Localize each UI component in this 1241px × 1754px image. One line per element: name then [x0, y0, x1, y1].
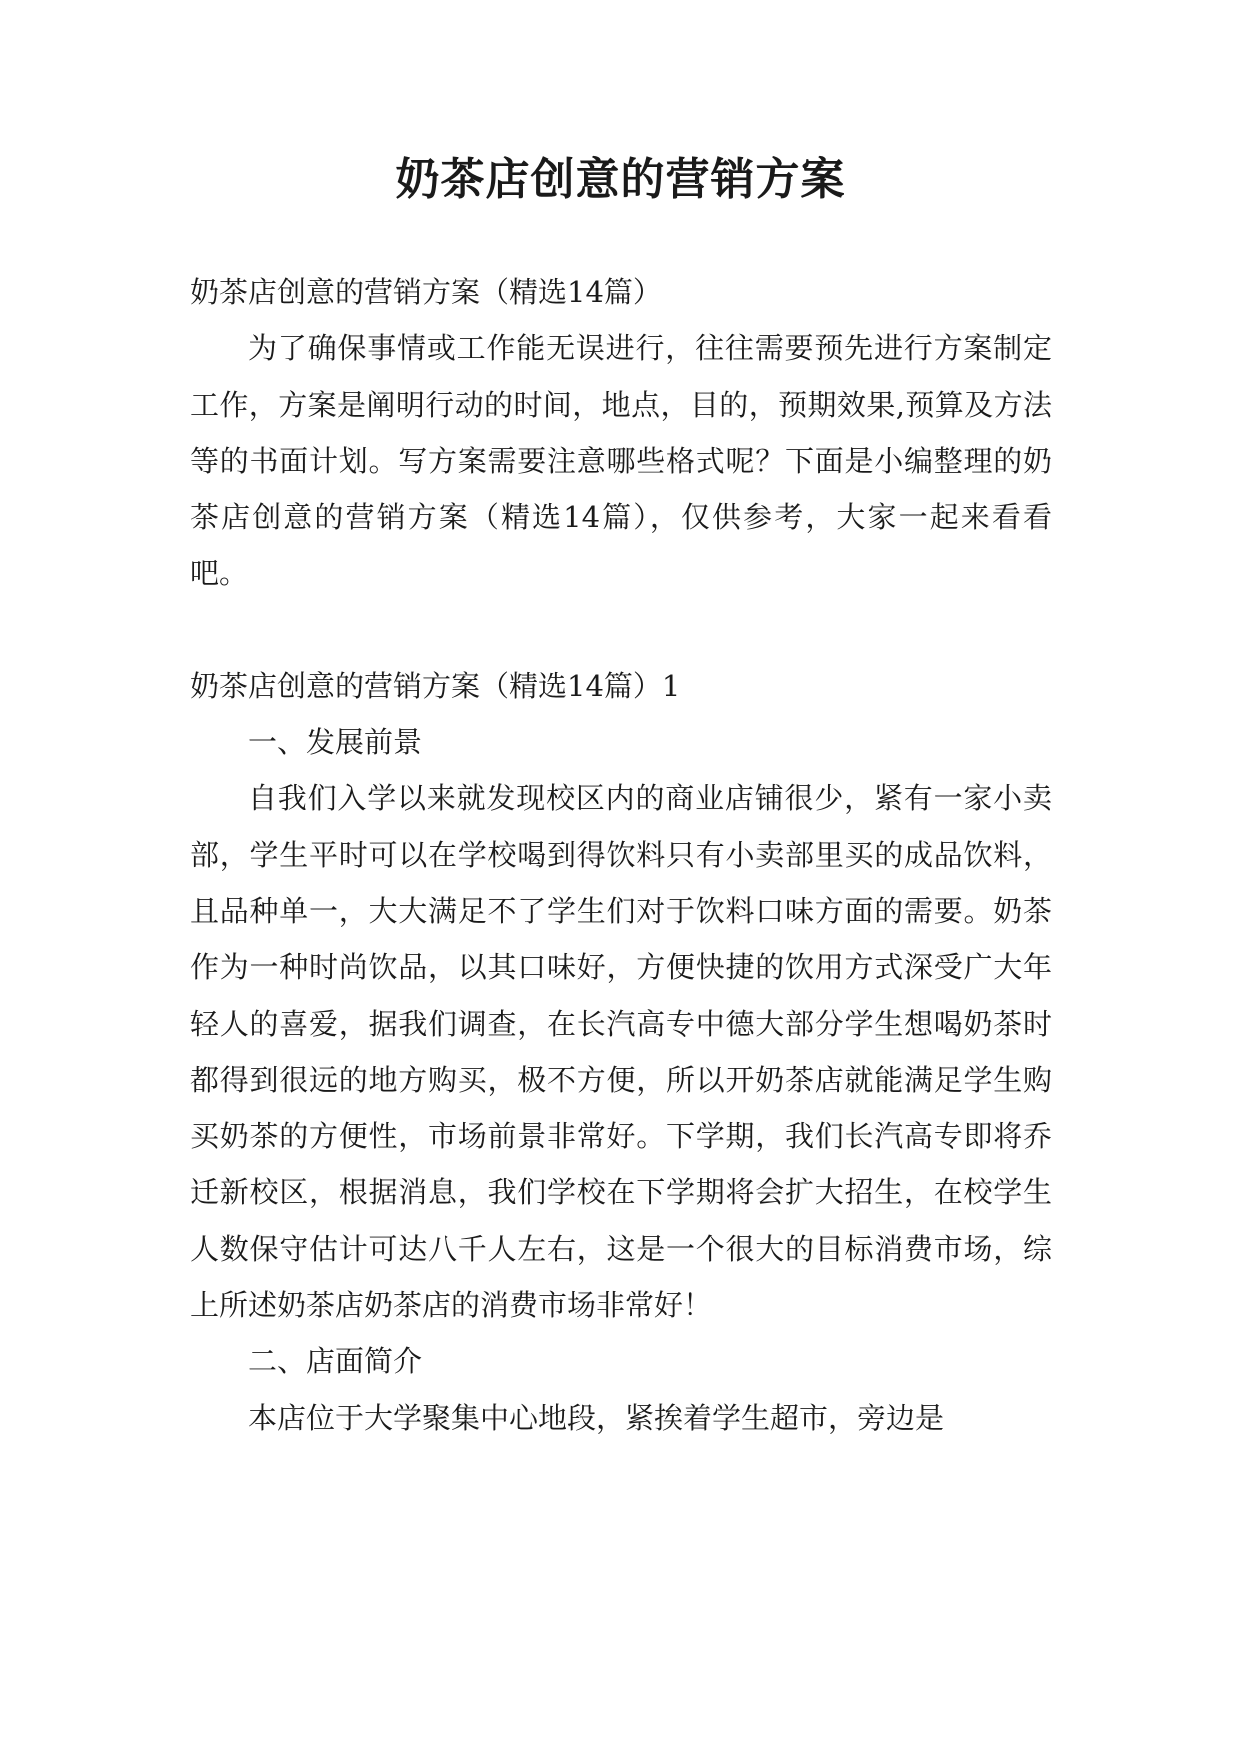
section-heading-2: 二、店面简介 — [248, 1344, 423, 1379]
section-1-paragraph: 自我们入学以来就发现校区内的商业店铺很少，紧有一家小卖部，学生平时可以在学校喝到得饮料只有小卖部里买的成品饮料，且品种单一，大大满足不了学生们对于饮料口味方面的需要。奶茶作为一种时尚饮品，以其口味好，方便快捷的饮用方式深受广大年轻人的喜爱，据我们调查，在长汽高专中德大部分学生想喝奶茶时都得到很远的地方购买，极不方便，所以开奶茶店就能满足学生购买奶茶的方便性，市场前景非常好。下学期，我们长汽高专即将乔迁新校区，根据消息，我们学校在下学期将会扩大招生，在校学生人数保守估计可达八千人左右，这是一个很大的目标消费市场，综上所述奶茶店奶茶店的消费市场非常好！ — [190, 781, 1052, 1323]
section-2-paragraph: 本店位于大学聚集中心地段，紧挨着学生超市，旁边是 — [248, 1400, 945, 1435]
intro-paragraph: 为了确保事情或工作能无误进行，往往需要预先进行方案制定工作，方案是阐明行动的时间，地点，目的，预期效果,预算及方法等的书面计划。写方案需要注意哪些格式呢？下面是小编整理的奶茶店创意的营销方案（精选14篇），仅供参考，大家一起来看看吧。 — [190, 331, 1052, 591]
collection-heading: 奶茶店创意的营销方案（精选14篇） — [190, 275, 662, 309]
section-heading-1: 一、发展前景 — [248, 725, 423, 760]
article-heading: 奶茶店创意的营销方案（精选14篇）1 — [190, 668, 681, 703]
document-body — [190, 264, 1052, 1446]
document-title: 奶茶店创意的营销方案 — [395, 154, 846, 205]
